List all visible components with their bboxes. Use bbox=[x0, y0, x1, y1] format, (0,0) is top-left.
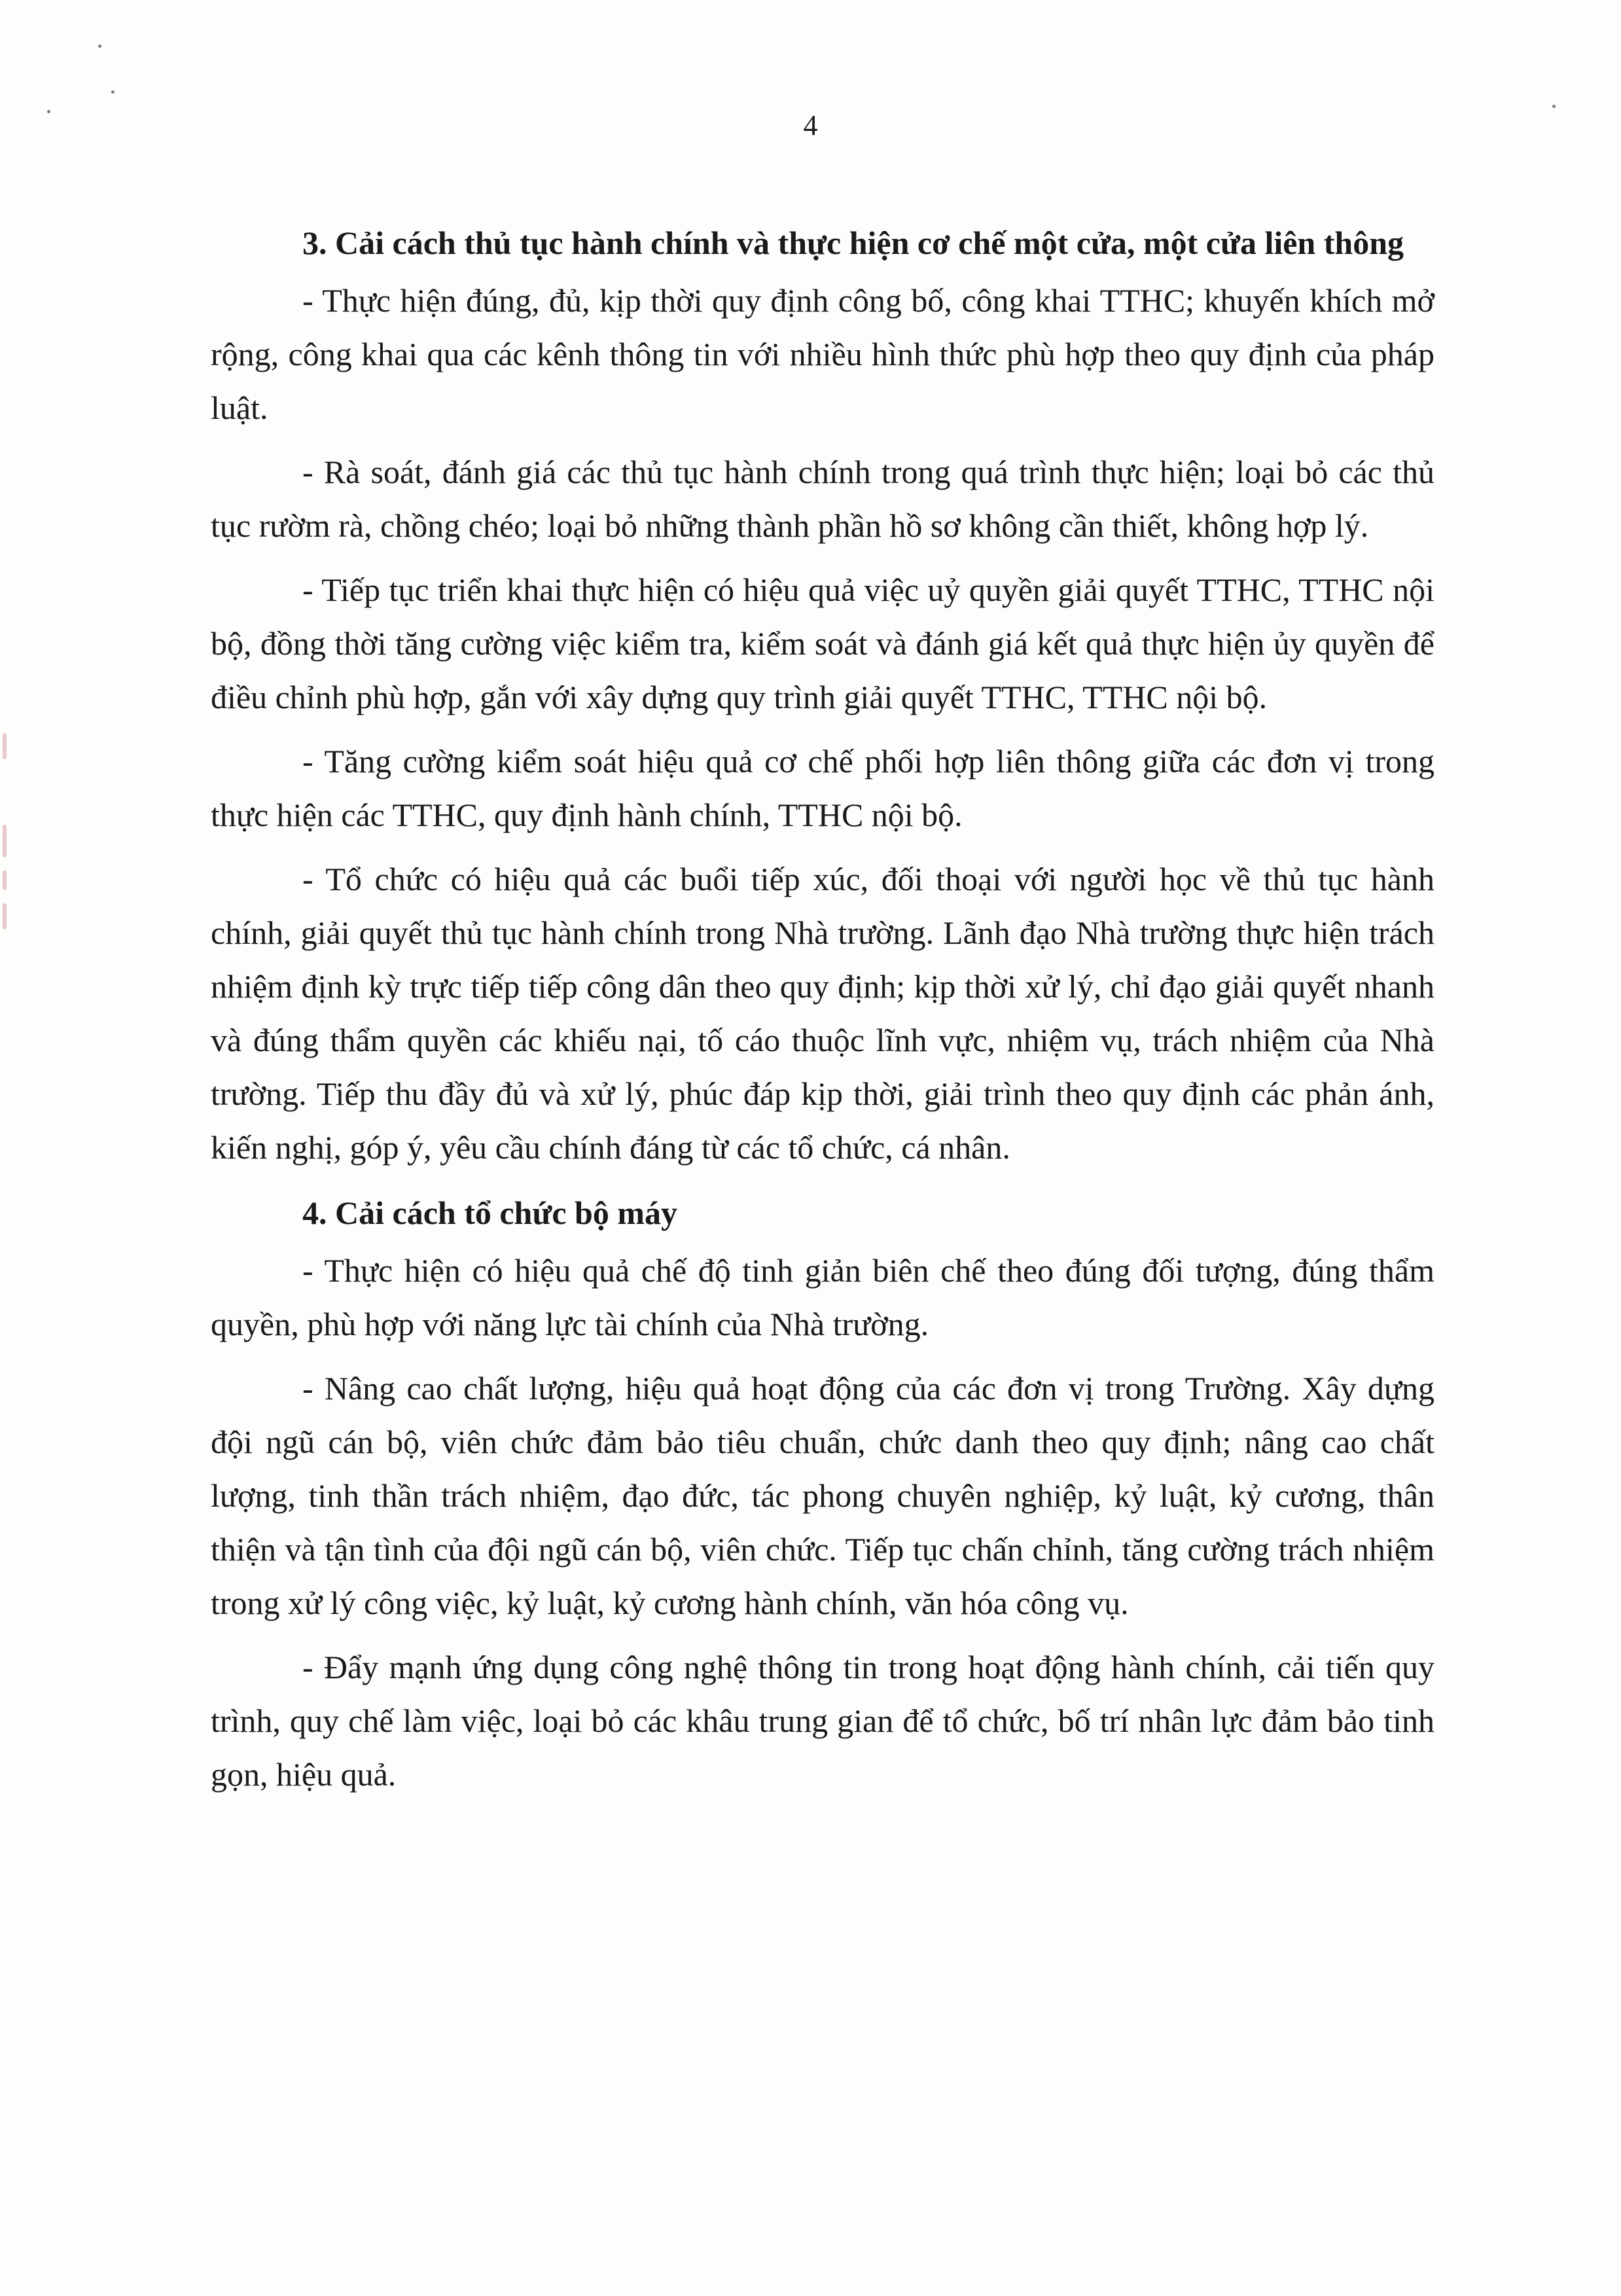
scan-margin-artifact bbox=[0, 720, 20, 929]
paragraph: - Tiếp tục triển khai thực hiện có hiệu quả việc uỷ quyền giải quyết TTHC, TTHC nội bộ, đồng thời tăng cường việc kiểm tra, kiểm soát và đánh giá kết quả thực hiện ủy quyền để điều chỉnh phù hợp, gắn với xây dựng quy trình giải quyết TTHC, TTHC nội bộ. bbox=[211, 571, 1434, 715]
scan-speck bbox=[111, 90, 115, 94]
paragraph: - Tổ chức có hiệu quả các buổi tiếp xúc, đối thoại với người học về thủ tục hành chính, giải quyết thủ tục hành chính trong Nhà trường. Lãnh đạo Nhà trường thực hiện trách nhiệm định kỳ trực tiếp tiếp công dân theo quy định; kịp thời xử lý, chỉ đạo giải quyết nhanh và đúng thẩm quyền các khiếu nại, tố cáo thuộc lĩnh vực, nhiệm vụ, trách nhiệm của Nhà trường. Tiếp thu đầy đủ và xử lý, phúc đáp kịp thời, giải trình theo quy định các phản ánh, kiến nghị, góp ý, yêu cầu chính đáng từ các tổ chức, cá nhân. bbox=[211, 861, 1434, 1166]
paragraph: - Nâng cao chất lượng, hiệu quả hoạt động của các đơn vị trong Trường. Xây dựng đội ngũ cán bộ, viên chức đảm bảo tiêu chuẩn, chức danh theo quy định; nâng cao chất lượng, tinh thần trách nhiệm, đạo đức, tác phong chuyên nghiệp, kỷ luật, kỷ cương, thân thiện và tận tình của đội ngũ cán bộ, viên chức. Tiếp tục chấn chỉnh, tăng cường trách nhiệm trong xử lý công việc, kỷ luật, kỷ cương hành chính, văn hóa công vụ. bbox=[211, 1370, 1434, 1621]
page-number: 4 bbox=[803, 109, 818, 141]
paragraph: - Rà soát, đánh giá các thủ tục hành chính trong quá trình thực hiện; loại bỏ các thủ tục rườm rà, chồng chéo; loại bỏ những thành phần hồ sơ không cần thiết, không hợp lý. bbox=[211, 454, 1434, 544]
document-body bbox=[211, 216, 1434, 1812]
paragraph: - Thực hiện có hiệu quả chế độ tinh giản biên chế theo đúng đối tượng, đúng thẩm quyền, phù hợp với năng lực tài chính của Nhà trường. bbox=[211, 1252, 1434, 1342]
paragraph: - Tăng cường kiểm soát hiệu quả cơ chế phối hợp liên thông giữa các đơn vị trong thực hiện các TTHC, quy định hành chính, TTHC nội bộ. bbox=[211, 743, 1434, 833]
section-heading: 4. Cải cách tổ chức bộ máy bbox=[302, 1194, 677, 1231]
paragraph: - Thực hiện đúng, đủ, kịp thời quy định công bố, công khai TTHC; khuyến khích mở rộng, công khai qua các kênh thông tin với nhiều hình thức phù hợp theo quy định của pháp luật. bbox=[211, 282, 1434, 426]
scan-speck bbox=[98, 45, 101, 48]
paragraph: - Đẩy mạnh ứng dụng công nghệ thông tin trong hoạt động hành chính, cải tiến quy trình, quy chế làm việc, loại bỏ các khâu trung gian để tổ chức, bố trí nhân lực đảm bảo tinh gọn, hiệu quả. bbox=[211, 1649, 1434, 1793]
section-heading: 3. Cải cách thủ tục hành chính và thực hiện cơ chế một cửa, một cửa liên thông bbox=[302, 224, 1404, 261]
